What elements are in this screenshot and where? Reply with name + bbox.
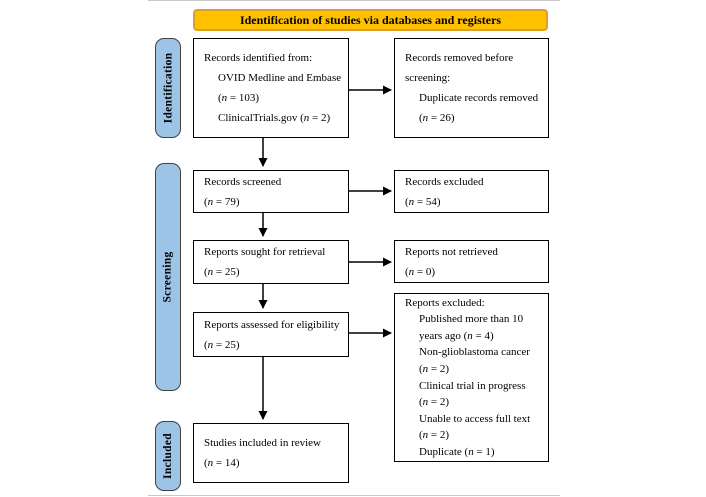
banner: [193, 9, 548, 31]
box-line: Studies included in review: [204, 437, 322, 449]
box-line: Reports sought for retrieval: [204, 246, 326, 258]
box-line: years ago (n = 4): [419, 329, 494, 342]
stage-label-screening: [155, 163, 181, 391]
box-reports-assessed: [193, 312, 349, 357]
box-line: Clinical trial in progress: [419, 379, 526, 392]
box-line: (n = 103): [218, 92, 260, 104]
box-line: screening:: [405, 72, 451, 84]
box-records-removed: [394, 38, 549, 138]
box-reports-excluded: [394, 293, 549, 462]
box-line: (n = 0): [405, 265, 436, 278]
box-reports-sought: [193, 240, 349, 284]
box-line: (n = 26): [419, 112, 455, 124]
box-line: Published more than 10: [419, 313, 524, 326]
stage-label-text: Identification: [162, 52, 174, 124]
box-line: Reports not retrieved: [405, 245, 498, 258]
figure-top-border: [148, 0, 560, 1]
stage-label-identification: [155, 38, 181, 138]
banner-title: Identification of studies via databases and registers: [239, 12, 502, 27]
box-line: ClinicalTrials.gov (n = 2): [218, 112, 331, 124]
box-line: (n = 25): [204, 266, 240, 278]
stage-label-included: [155, 421, 181, 491]
box-records-identified: [193, 38, 349, 138]
box-line: (n = 14): [204, 457, 240, 469]
box-line: (n = 54): [405, 195, 441, 208]
box-line: Records identified from:: [204, 52, 313, 64]
box-line: Reports excluded:: [405, 296, 485, 309]
stage-label-text: Screening: [162, 251, 175, 303]
box-line: (n = 2): [419, 429, 450, 442]
box-line: Duplicate records removed: [419, 92, 539, 104]
box-line: Reports assessed for eligibility: [204, 318, 340, 331]
box-records-screened: [193, 170, 349, 213]
box-line: Records removed before: [405, 52, 514, 64]
stage-label-text: Included: [162, 433, 174, 479]
box-line: (n = 2): [419, 396, 450, 409]
box-line: Duplicate (n = 1): [419, 445, 495, 458]
box-line: Records excluded: [405, 175, 484, 188]
box-line: Unable to access full text: [419, 412, 531, 425]
box-records-excluded: [394, 170, 549, 213]
box-line: Non-glioblastoma cancer: [419, 346, 530, 359]
box-studies-included: [193, 423, 349, 483]
box-line: OVID Medline and Embase: [218, 72, 342, 84]
box-line: (n = 25): [204, 338, 240, 351]
box-line: (n = 2): [419, 362, 450, 375]
box-reports-not-retrieved: [394, 240, 549, 283]
box-line: (n = 79): [204, 195, 240, 208]
box-line: Records screened: [204, 175, 282, 188]
figure-bottom-border: [148, 495, 560, 496]
